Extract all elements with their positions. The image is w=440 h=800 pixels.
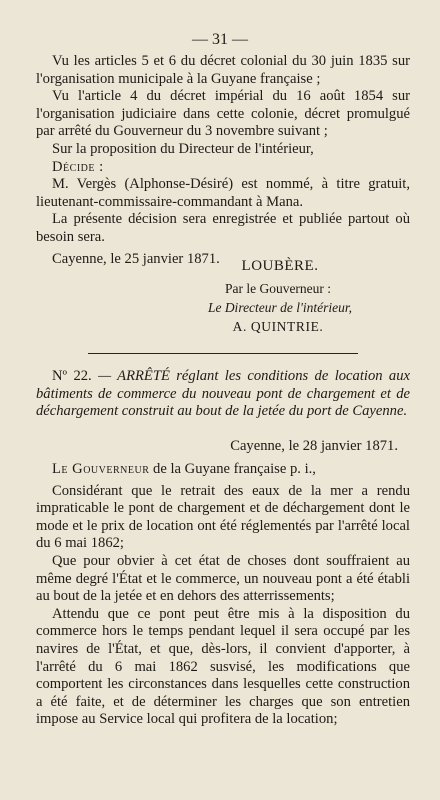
signature-line-directeur: Le Directeur de l'intérieur,	[207, 300, 353, 315]
arrete-number: Nº 22.	[52, 368, 92, 384]
signature-line-gouverneur: Par le Gouverneur :	[224, 281, 332, 296]
decision-body	[36, 53, 410, 268]
signature-director: A. QUINTRIE.	[232, 319, 324, 334]
paragraph-article-1854: Vu l'article 4 du décret impérial du 16 août 1854 sur l'organisation judiciaire dans cette colonie, décret promulgué par arrêté du Gouverneur du 3 novembre suivant ;	[36, 88, 410, 140]
paragraph-publication: La présente décision sera enregistrée et publiée partout où besoin sera.	[36, 211, 410, 245]
paragraph-nomination: M. Vergès (Alphonse-Désiré) est nommé, à titre gratuit, lieutenant-commissaire-commandant à Mana.	[36, 176, 410, 210]
paragraph-considerant: Considérant que le retrait des eaux de la mer a rendu impraticable le pont de chargement et de déchargement dont le mode et le prix de location ont été réglementés par l'arrêté local du 6 mai 1862;	[36, 482, 410, 552]
gouverneur-line	[36, 461, 410, 479]
decide-heading: Décide :	[52, 158, 104, 175]
signature-governor: LOUBÈRE.	[241, 258, 319, 274]
paragraph-obvier: Que pour obvier à cet état de choses dont souffraient au même degré l'État et le commerce, un nouveau pont a été établi au bout de la jetée et en dehors des atterrissements;	[36, 552, 410, 605]
paragraph-proposition: Sur la proposition du Directeur de l'intérieur,	[52, 140, 314, 157]
paragraph-attendu: Attendu que ce pont peut être mis à la disposition du commerce hors le temps pendant lequel il sera occupé par les navires de l'État, et que, dès-lors, il convient d'apporter, à l'arrêté du 6 mai 1862 susvisé, les modifications que comportent les circonstances dans lesquelles cette construction a été faite, et de déterminer les charges que son entretien impose au Service local qui profitera de la location;	[36, 605, 410, 728]
arrete-heading	[36, 368, 410, 421]
paragraph-articles-1835: Vu les articles 5 et 6 du décret colonial du 30 juin 1835 sur l'organisation municipale à la Guyane française ;	[36, 53, 410, 87]
gouverneur-label: Le Gouverneur	[52, 461, 150, 477]
gouverneur-rest: de la Guyane française p. i.,	[153, 461, 316, 477]
section-divider	[88, 353, 358, 354]
arrete-date: Cayenne, le 28 janvier 1871.	[230, 438, 398, 454]
arrete-title-lead: — ARRÊTÉ	[98, 368, 170, 384]
arrete-title-rest: réglant les conditions de location aux bâtiments de commerce du nouveau pont de chargement et de déchargement construit au bout de la jetée du port de Cayenne.	[36, 368, 410, 420]
decision-date: Cayenne, le 25 janvier 1871.	[52, 250, 220, 267]
arrete-body	[36, 461, 410, 729]
arrete-title	[36, 368, 410, 421]
page-number: — 31 —	[192, 31, 248, 48]
